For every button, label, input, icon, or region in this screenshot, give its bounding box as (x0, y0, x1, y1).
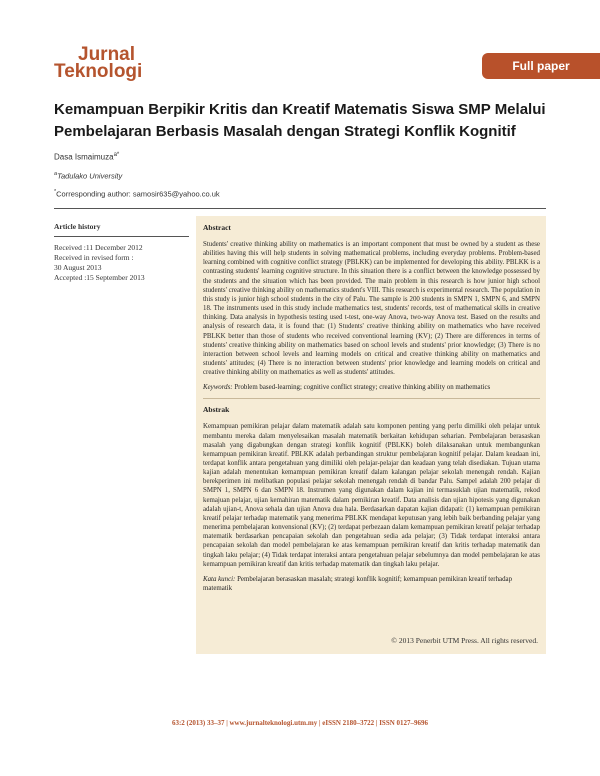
article-title: Kemampuan Berpikir Kritis dan Kreatif Matematis Siswa SMP Melalui Pembelajaran Berbasis Masalah dengan Strategi Konflik Kognitif (54, 101, 546, 140)
abstrak-heading: Abstrak (203, 405, 230, 415)
kata-kunci-label: Kata kunci: (203, 575, 236, 583)
copyright: © 2013 Penerbit UTM Press. All rights reserved. (391, 636, 538, 645)
keywords-label: Keywords: (203, 384, 233, 392)
corresponding-mark: * (54, 189, 57, 195)
journal-logo-line1: Jurnal (78, 44, 136, 65)
keywords (203, 383, 540, 392)
affiliation-name: Tadulako University (57, 171, 123, 181)
kata-kunci-text: Pembelajaran berasaskan masalah; strategi konflik kognitif; kemampuan pemikiran kreatif terhadap matematik (203, 575, 513, 592)
journal-logo-line2: Teknologi (54, 61, 143, 82)
history-revised-label: Received in revised form : (54, 253, 134, 262)
author-name: Dasa Ismaimuza (54, 152, 114, 162)
history-divider (54, 236, 189, 237)
keywords-text: Problem based-learning; cognitive conflict strategy; creative thinking ability on mathematics (234, 384, 491, 392)
affiliation-mark: a (54, 171, 58, 177)
history-heading: Article history (54, 222, 101, 231)
corresponding-author (54, 189, 220, 199)
abstract-text: Students' creative thinking ability on mathematics is an important component that must be owned by a student as these abilities having this will help students in solving mathematical problems, including everyday problems. Problem-based learning combined with cognitive conflict strategy (PBLKK) can be implemented for developing this ability. PBLKK is a contrasting students' learning cognitive structure. In this situation there is a conflict between the knowledge possessed by the students and the situation which has been provided. The main problem in this research is how junior high school students' creative thinking ability on mathematics student's VIII. This research is experimental research. The population in this study is junior high school students in the city of Palu. The sample is 200 students in SMPN 1, SMPN 6, and SMPN 18. The instruments used in this study include mathematics test, students' records, test of mathematical skills in creative thinking. Data analysis in hypothesis testing used t-test, one-way Anova, two-way Anova test. Based on the results and analysis of research data, it is found that: (1) Students' creative thinking ability on mathematics who have received PBLKK better than those of students who received conventional learning (KV); (2) There are differences in terms of students' creative thinking ability on mathematics based on school levels and students' prior knowledge; (3) There is no interaction between school levels and learning models on critical and creative thinking ability on mathematics and students' attitudes; (4) There is no interaction between students' prior knowledge and learning models on critical and creative thinking ability on mathematics as well as students' attitudes. (203, 241, 540, 377)
corresponding-text: Corresponding author: samosir635@yahoo.co.uk (56, 189, 220, 199)
history-accepted: Accepted :15 September 2013 (54, 273, 145, 282)
author (54, 152, 119, 162)
affiliation (54, 171, 122, 181)
abstract-divider (203, 398, 540, 399)
history-received: Received :11 December 2012 (54, 243, 143, 252)
full-paper-badge: Full paper (482, 53, 600, 79)
article-history (54, 222, 189, 283)
author-marks: a* (113, 152, 120, 158)
abstract-heading: Abstract (203, 223, 231, 232)
page-footer: 63:2 (2013) 33–37 | www.jurnalteknologi.utm.my | eISSN 2180–3722 | ISSN 0127–9696 (171, 719, 429, 727)
header-divider (54, 208, 546, 209)
journal-logo (54, 46, 142, 80)
history-revised-date: 30 August 2013 (54, 263, 102, 272)
kata-kunci (203, 575, 540, 593)
abstract-box (196, 216, 546, 654)
abstrak-text: Kemampuan pemikiran pelajar dalam matematik adalah satu komponen penting yang perlu dimiliki oleh pelajar untuk membantu mereka dalam menyelesaikan masalah matematik berkaitan kehidupan seharian. Pembelajaran berasaskan masalah yang digabungkan dengan strategi konflik kognitif (PBLKK) boleh dilaksanakan untuk membangunkan kemampuan pemikiran kreatif. PBLKK adalah perbandingan struktur pembelajaran kognitif pelajar. Dalam keadaan ini, terdapat konflik antara pengetahuan yang dimiliki oleh pelajar-pelajar dan keadaan yang telah disediakan. Tujuan utama kajian adalah menentukan kemampuan pemikiran kreatif dalam kalangan pelajar sekolah menengah rendah. Kajian berekperimen ini melibatkan populasi pelajar sekolah menengah rendah di bandar Palu. Sampel adalah 200 pelajar di SMPN 1, SMPN 6 dan SMPN 18. Instrumen yang digunakan dalam kajian ini termasuklah ujian matematik, rekod kemajuan pelajar, ujian kemahiran matematik dalam pemikiran kreatif. Data analisis dan ujian hipotesis yang digunakan adalah ujian-t, Anova sehala dan ujian Anova dua hala. Berdasarkan dapatan kajian didapati: (1) kemampuan pemikiran kreatif pelajar terhadap matematik yang menerima PBLKK mendapat keputusan yang lebih baik berbanding pelajar yang menerima pembelajaran konvensional (KV); (2) terdapat perbezaan dalam kemampuan pemikiran kreatif pelajar terhadap matematik berdasarkan pencapaian sekolah dan pengetahuan sedia ada pelajar; (3) Tidak terdapat interaksi antara pencapaian sekolah dan model pembelajaran ke atas kemampuan pemikiran kreatif dan kritis terhadap matematik dan tingkah laku pelajar; (4) Tidak terdapat interaksi antara pengetahuan pelajar sebelumnya dan model pembelajaran ke atas kemampuan pemikiran kreatif dan kritis terhadap matematik dan tingkah laku pelajar. (203, 423, 540, 568)
